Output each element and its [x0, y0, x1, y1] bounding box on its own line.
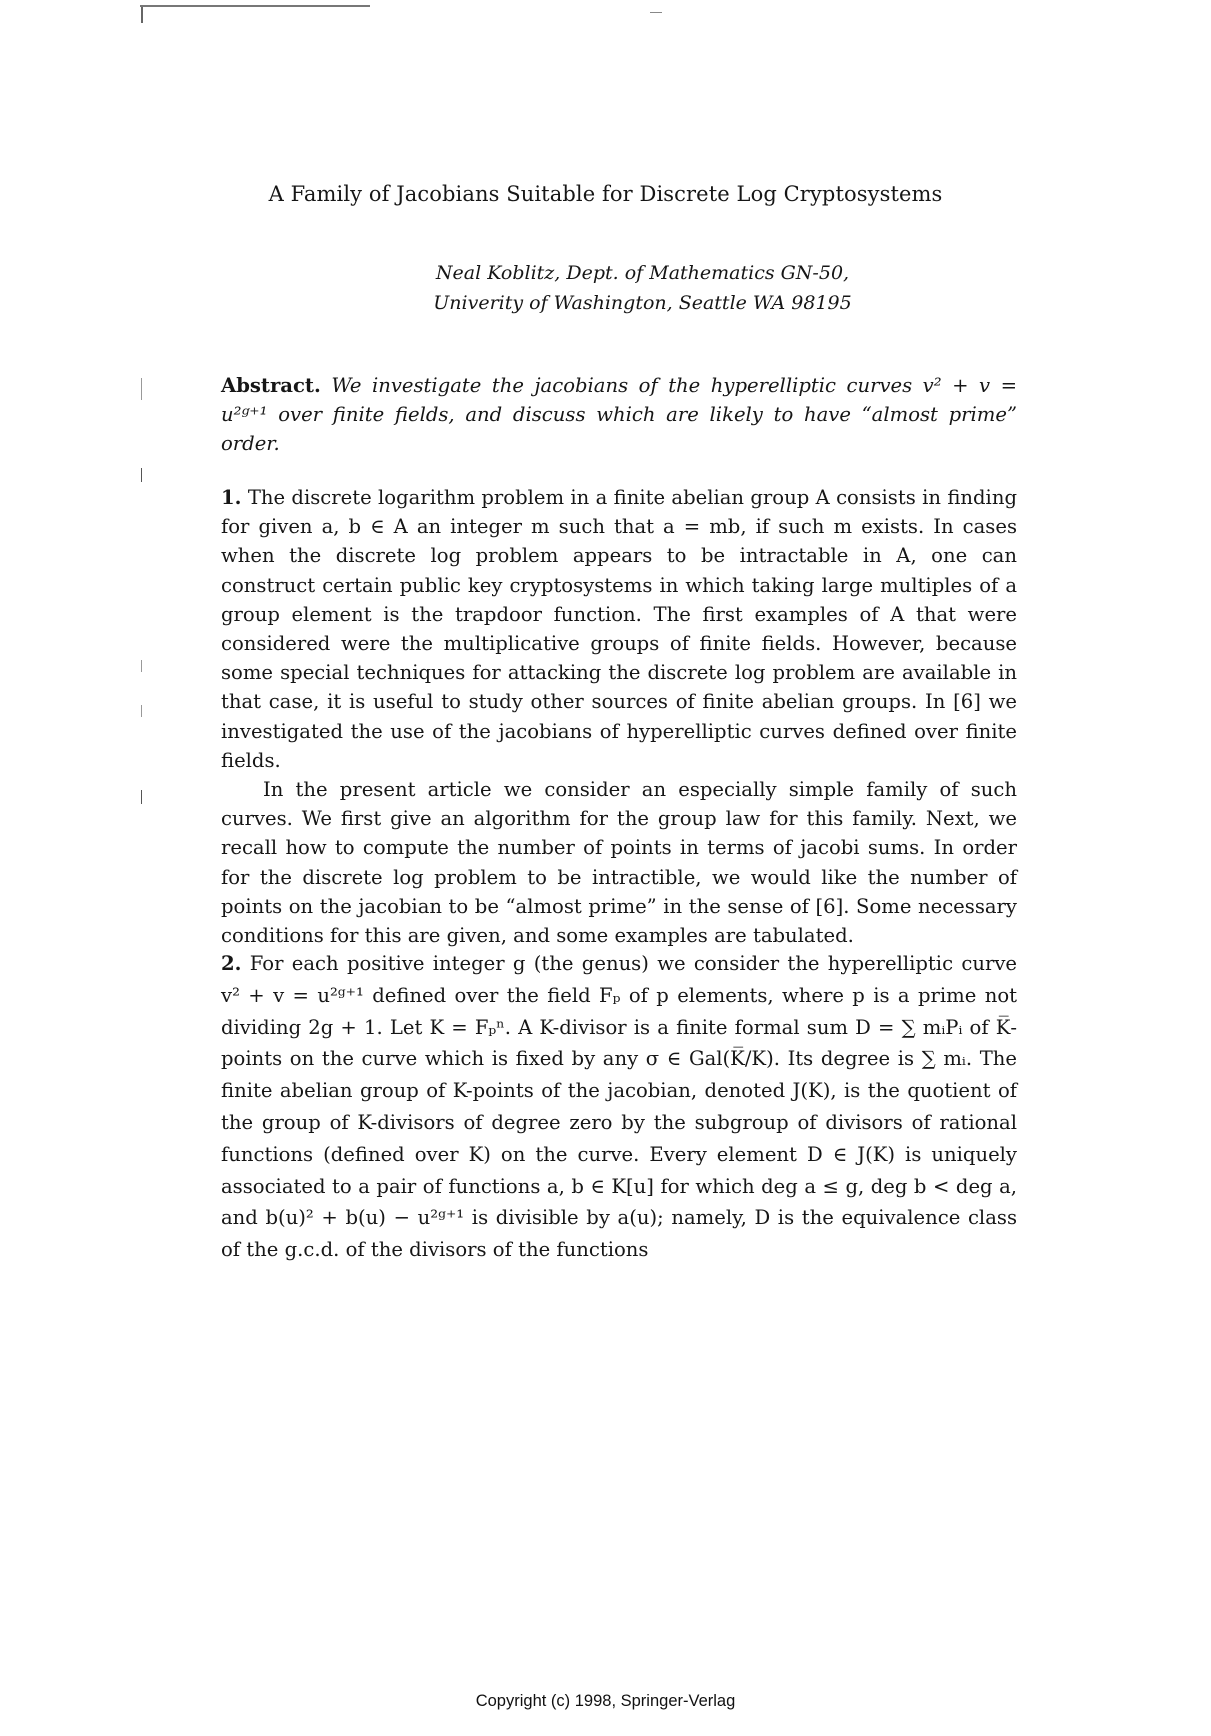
author-line-1: Neal Koblitz, Dept. of Mathematics GN-50, [435, 262, 850, 284]
scan-artifact [141, 7, 143, 23]
abstract-label: Abstract. [221, 374, 321, 397]
paragraph-text: The discrete logarithm problem in a finite abelian group A consists in finding for given a, b ∈ A an integer m such that a = mb, if such m exists. In cases when the discrete log problem appears to be intractable in A, one can construct certain public key cryptosystems in which taking large multiples of a group element is the trapdoor function. The first examples of A that were considered were the multiplicative groups of finite fields. However, because some special techniques for attacking the discrete log problem are available in that case, it is useful to study other sources of finite abelian groups. In [6] we investigated the use of the jacobians of hyperelliptic curves defined over finite fields. [221, 486, 1017, 772]
margin-mark [141, 378, 142, 400]
section-2 [221, 948, 1017, 1266]
margin-mark [141, 705, 142, 717]
author-line-2: Univerity of Washington, Seattle WA 98195 [433, 292, 852, 314]
margin-mark [141, 468, 142, 482]
section-1-paragraph-2: In the present article we consider an especially simple family of such curves. We first give an algorithm for the group law for this family. Next, we recall how to compute the number of points in terms of jacobi sums. In order for the discrete log problem to be intractible, we would like the number of points on the jacobian to be “almost prime” in the sense of [6]. Some necessary conditions for this are given, and some examples are tabulated. [221, 778, 1017, 948]
copyright-notice: Copyright (c) 1998, Springer-Verlag [475, 1692, 736, 1710]
paragraph-text: For each positive integer g (the genus) we consider the hyperelliptic curve v² + v = u²ᵍ⁺¹ defined over the field Fₚ of p elements, where p is a prime not dividing 2g + 1. Let K = Fₚⁿ. A K-divisor is a finite formal sum D = ∑ mᵢPᵢ of K̅-points on the curve which is fixed by any σ ∈ Gal(K̅/K). Its degree is ∑ mᵢ. The finite abelian group of K-points of the jacobian, denoted J(K), is the quotient of the group of K-divisors of degree zero by the subgroup of divisors of rational functions (defined over K) on the curve. Every element D ∈ J(K) is uniquely associated to a pair of functions a, b ∈ K[u] for which deg a ≤ g, deg b < deg a, and b(u)² + b(u) − u²ᵍ⁺¹ is divisible by a(u); namely, D is the equivalence class of the g.c.d. of the divisors of the functions [221, 952, 1017, 1262]
section-number: 2. [221, 952, 242, 975]
paper-title: A Family of Jacobians Suitable for Discrete Log Cryptosystems [268, 182, 943, 206]
scan-artifact [650, 12, 662, 13]
abstract [221, 371, 1017, 459]
margin-mark [141, 790, 142, 804]
margin-mark [141, 660, 142, 672]
section-1 [221, 483, 1017, 950]
scan-artifact [140, 5, 370, 7]
abstract-text: We investigate the jacobians of the hyperelliptic curves v² + v = u²ᵍ⁺¹ over finite fields, and discuss which are likely to have “almost prime” order. [221, 374, 1017, 456]
section-1-paragraph-1 [221, 483, 1017, 775]
section-2-paragraph-1 [221, 948, 1017, 1266]
section-number: 1. [221, 486, 242, 509]
